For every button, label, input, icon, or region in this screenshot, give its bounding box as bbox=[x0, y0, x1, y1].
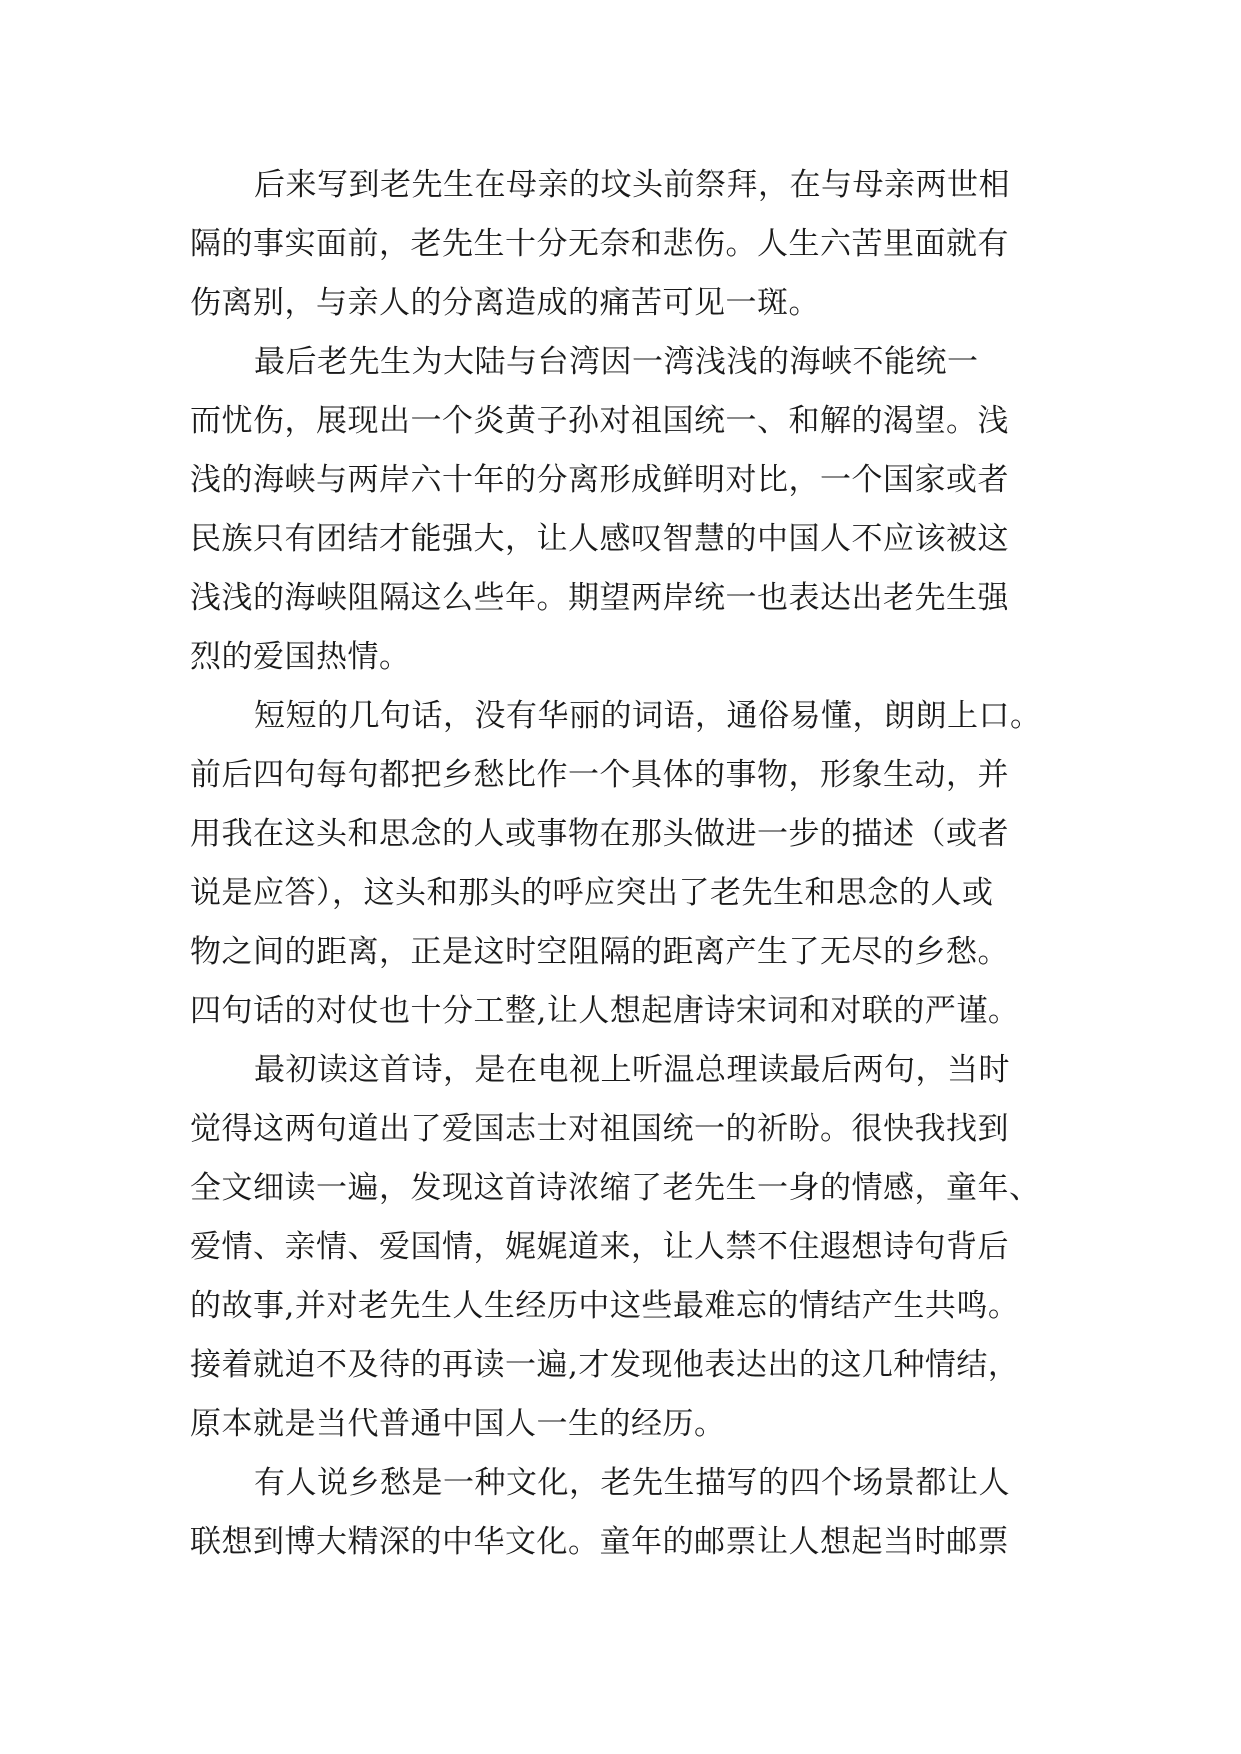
text-line: 四句话的对仗也十分工整,让人想起唐诗宋词和对联的严谨。 bbox=[190, 993, 1020, 1029]
text-line: 后来写到老先生在母亲的坟头前祭拜，在与母亲两世相 bbox=[254, 167, 1010, 203]
text-line: 浅浅的海峡阻隔这么些年。期望两岸统一也表达出老先生强 bbox=[190, 580, 1009, 616]
paragraph-2 bbox=[190, 333, 1050, 687]
text-line: 全文细读一遍，发现这首诗浓缩了老先生一身的情感，童年、 bbox=[190, 1170, 1041, 1206]
text-line: 接着就迫不及待的再读一遍,才发现他表达出的这几种情结， bbox=[190, 1347, 1020, 1383]
text-line: 而忧伤，展现出一个炎黄子孙对祖国统一、和解的渴望。浅 bbox=[190, 403, 1009, 439]
paragraph-1 bbox=[190, 156, 1050, 333]
text-line: 民族只有团结才能强大，让人感叹智慧的中国人不应该被这 bbox=[190, 521, 1009, 557]
paragraph-5 bbox=[190, 1454, 1050, 1572]
text-line: 浅的海峡与两岸六十年的分离形成鲜明对比，一个国家或者 bbox=[190, 462, 1009, 498]
text-line: 伤离别，与亲人的分离造成的痛苦可见一斑。 bbox=[190, 285, 820, 321]
text-line: 物之间的距离，正是这时空阻隔的距离产生了无尽的乡愁。 bbox=[190, 934, 1009, 970]
text-line: 烈的爱国热情。 bbox=[190, 639, 411, 675]
text-line: 短短的几句话，没有华丽的词语，通俗易懂，朗朗上口。 bbox=[254, 698, 1042, 734]
text-line: 隔的事实面前，老先生十分无奈和悲伤。人生六苦里面就有 bbox=[190, 226, 1009, 262]
text-line: 说是应答），这头和那头的呼应突出了老先生和思念的人或 bbox=[190, 875, 994, 911]
text-line: 最后老先生为大陆与台湾因一湾浅浅的海峡不能统一 bbox=[254, 344, 979, 380]
text-line: 爱情、亲情、爱国情，娓娓道来，让人禁不住遐想诗句背后 bbox=[190, 1229, 1009, 1265]
document-body bbox=[190, 156, 1050, 1572]
paragraph-4 bbox=[190, 1041, 1050, 1454]
text-line: 有人说乡愁是一种文化，老先生描写的四个场景都让人 bbox=[254, 1465, 1010, 1501]
text-line: 前后四句每句都把乡愁比作一个具体的事物，形象生动，并 bbox=[190, 757, 1009, 793]
text-line: 原本就是当代普通中国人一生的经历。 bbox=[190, 1406, 726, 1442]
text-line: 联想到博大精深的中华文化。童年的邮票让人想起当时邮票 bbox=[190, 1524, 1009, 1560]
text-line: 的故事,并对老先生人生经历中这些最难忘的情结产生共鸣。 bbox=[190, 1288, 1020, 1324]
text-line: 用我在这头和思念的人或事物在那头做进一步的描述（或者 bbox=[190, 816, 1009, 852]
text-line: 觉得这两句道出了爱国志士对祖国统一的祈盼。很快我找到 bbox=[190, 1111, 1009, 1147]
paragraph-3 bbox=[190, 687, 1050, 1041]
text-line: 最初读这首诗，是在电视上听温总理读最后两句，当时 bbox=[254, 1052, 1010, 1088]
